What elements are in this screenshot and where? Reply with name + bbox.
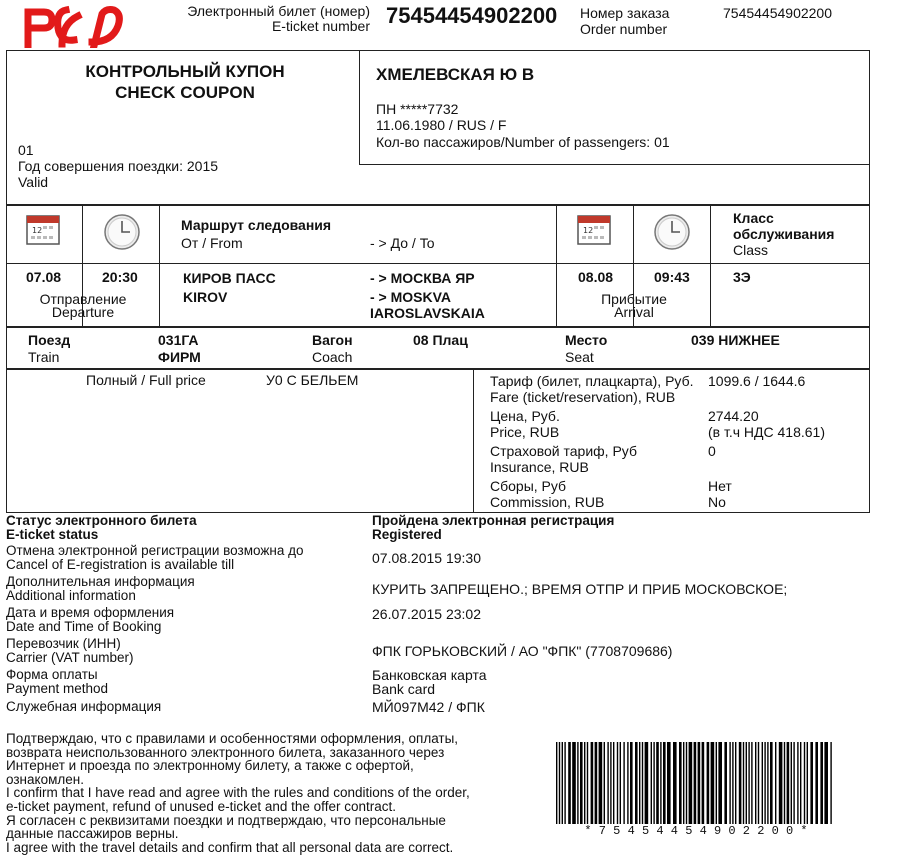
barcode-bar [724, 742, 727, 824]
barcode-bar [653, 742, 654, 824]
calendar-icon [577, 213, 613, 247]
carrier-value: ФПК ГОРЬКОВСКИЙ / АО "ФПК" (7708709686) [372, 643, 673, 659]
barcode-bar [679, 742, 682, 824]
barcode-bar [824, 742, 828, 824]
barcode-bar [787, 742, 790, 824]
carrier-label: Перевозчик (ИНН) Carrier (VAT number) [6, 636, 134, 665]
barcode-bar [735, 742, 736, 824]
barcode-bar [815, 742, 818, 824]
barcode-bar [762, 742, 763, 824]
barcode-bar [748, 742, 749, 824]
barcode-bar [751, 742, 752, 824]
insurance-label: Страховой тариф, Руб Insurance, RUB [490, 443, 637, 475]
barcode-bar [686, 742, 687, 824]
coach-value: 08 Плац [413, 332, 468, 348]
barcode-bar [718, 742, 722, 824]
station-to-en: - > MOSKVA IAROSLAVSKAIA [370, 289, 485, 321]
passenger-document: ПН *****7732 [376, 101, 459, 117]
barcode-bar [642, 742, 643, 824]
barcode-bar [746, 742, 747, 824]
barcode [556, 742, 836, 824]
order-number-label: Номер заказа Order number [580, 5, 670, 37]
eticket-status-value: Пройдена электронная регистрация Registered [372, 513, 615, 542]
seat-label-en: Seat [565, 349, 594, 365]
train-label-en: Train [28, 349, 60, 365]
clock-icon [103, 213, 141, 251]
price-type: Полный / Full price [86, 372, 206, 388]
barcode-bar [595, 742, 598, 824]
calendar-icon [26, 213, 62, 247]
barcode-bar [568, 742, 571, 824]
barcode-bar [739, 742, 742, 824]
route-header-to: - > До / To [370, 235, 435, 251]
commission-value: Нет No [708, 478, 732, 510]
arrival-label: Прибытие Arrival [601, 291, 667, 320]
barcode-bar [599, 742, 603, 824]
barcode-bar [613, 742, 614, 824]
seat-label: Место [565, 332, 608, 348]
ticket-number: 75454454902200 [386, 3, 558, 28]
price-value: 2744.20 (в т.ч НДС 418.61) [708, 408, 825, 440]
barcode-bar [775, 742, 776, 824]
barcode-bar [639, 742, 640, 824]
barcode-bar [617, 742, 618, 824]
barcode-bar [604, 742, 605, 824]
eticket-status-label: Статус электронного билета E-ticket status [6, 513, 197, 542]
service-info-label: Служебная информация [6, 699, 162, 714]
ticket-number-label: Электронный билет (номер) E-ticket number [187, 3, 370, 34]
barcode-bar [784, 742, 785, 824]
payment-method-value: Банковская карта Bank card [372, 667, 487, 697]
barcode-bar [758, 742, 759, 824]
passenger-birth: 11.06.1980 / RUS / F [376, 117, 507, 133]
barcode-bar [627, 742, 628, 824]
route-header-title: Маршрут следования [181, 217, 332, 233]
booking-date-label: Дата и время оформления Date and Time of Booking [6, 605, 175, 634]
barcode-bar [779, 742, 783, 824]
cancel-registration-value: 07.08.2015 19:30 [372, 550, 481, 566]
coupon-title: КОНТРОЛЬНЫЙ КУПОН CHECK COUPON [85, 62, 285, 102]
service-class: У0 С БЕЛЬЕМ [266, 372, 359, 388]
barcode-bar [607, 742, 608, 824]
barcode-bar [797, 742, 798, 824]
tariff-value: 1099.6 / 1644.6 [708, 373, 806, 389]
barcode-bar [623, 742, 624, 824]
tariff-label: Тариф (билет, плацкарта), Руб. Fare (ticket/reservation), RUB [490, 373, 694, 405]
coach-label: Вагон [312, 332, 353, 348]
arrival-time: 09:43 [654, 269, 690, 285]
barcode-bar [651, 742, 652, 824]
barcode-bar [562, 742, 563, 824]
rzd-logo [22, 4, 126, 48]
trip-year: Год совершения поездки: 2015 [18, 158, 219, 174]
barcode-bar [559, 742, 560, 824]
commission-label: Сборы, Руб Commission, RUB [490, 478, 605, 510]
barcode-bar [800, 742, 801, 824]
barcode-bar [729, 742, 730, 824]
barcode-bar [577, 742, 578, 824]
barcode-bar [663, 742, 666, 824]
departure-label: Отправление Departure [39, 291, 127, 320]
seat-value: 039 НИЖНЕЕ [691, 332, 780, 348]
service-info-value: МЙ097М42 / ФПК [372, 699, 485, 715]
barcode-bar [743, 742, 744, 824]
payment-method-label: Форма оплаты Payment method [6, 667, 109, 696]
barcode-bar [584, 742, 585, 824]
barcode-bar [635, 742, 638, 824]
barcode-bar [656, 742, 659, 824]
barcode-bar [830, 742, 831, 824]
barcode-bar [620, 742, 621, 824]
barcode-text: * 7 5 4 5 4 4 5 4 9 0 2 2 0 0 * [584, 824, 808, 838]
clock-icon [653, 213, 691, 251]
station-from-ru: КИРОВ ПАСС [183, 270, 276, 286]
departure-time: 20:30 [102, 269, 138, 285]
barcode-bar [820, 742, 823, 824]
barcode-bar [683, 742, 684, 824]
train-label: Поезд [28, 332, 71, 348]
barcode-bar [645, 742, 649, 824]
barcode-bar [732, 742, 733, 824]
barcode-bar [673, 742, 677, 824]
class-header: Класс обслуживания [733, 210, 835, 242]
barcode-bar [698, 742, 701, 824]
barcode-bar [689, 742, 693, 824]
barcode-bar [767, 742, 768, 824]
barcode-bar [716, 742, 717, 824]
station-to-ru: - > МОСКВА ЯР [370, 270, 475, 286]
barcode-bar [793, 742, 794, 824]
barcode-bar [694, 742, 697, 824]
barcode-bar [564, 742, 565, 824]
barcode-bar [770, 742, 773, 824]
station-from-en: KIROV [183, 289, 228, 305]
additional-info-value: КУРИТЬ ЗАПРЕЩЕНО.; ВРЕМЯ ОТПР И ПРИБ МОСКОВСКОЕ; [372, 581, 788, 597]
passenger-count: Кол-во пассажиров/Number of passengers: 01 [376, 134, 670, 150]
price-label: Цена, Руб. Price, RUB [490, 408, 560, 440]
coach-label-en: Coach [312, 349, 353, 365]
route-header-from: От / From [181, 235, 243, 251]
barcode-bar [591, 742, 594, 824]
barcode-bar [587, 742, 588, 824]
departure-date: 07.08 [26, 269, 62, 285]
barcode-bar [711, 742, 715, 824]
barcode-bar [667, 742, 671, 824]
arrival-date: 08.08 [578, 269, 614, 285]
barcode-bar [556, 742, 557, 824]
barcode-bar [804, 742, 805, 824]
barcode-bar [764, 742, 765, 824]
svg-text:12: 12 [32, 226, 43, 235]
fare-section [6, 369, 870, 513]
cancel-registration-label: Отмена электронной регистрации возможна до Cancel of E-registration is available till [6, 543, 304, 572]
svg-text:12: 12 [583, 226, 594, 235]
booking-date-value: 26.07.2015 23:02 [372, 606, 481, 622]
confirmation-text: Подтверждаю, что с правилами и особенностями оформления, оплаты, возврата неиспользованного электронного билета, заказанного через Интернет и проезда по электронному билету, а также с офертой, ознакомлен. I confirm that I have read and agree with the rules and conditions of the order, e-ticket payment, refund of unused e-ticket and the offer contract. Я согласен с реквизитами поездки и подтверждаю, что персональные данные пассажиров верны. I agree with the travel details and confirm that all personal data are correct. [6, 731, 470, 855]
barcode-bar [707, 742, 710, 824]
barcode-bar [572, 742, 576, 824]
coupon-code: 01 [18, 142, 34, 158]
train-number: 031ГА ФИРМ [158, 332, 201, 365]
barcode-bar [810, 742, 813, 824]
passenger-name: ХМЕЛЕВСКАЯ Ю В [376, 65, 535, 84]
insurance-value: 0 [708, 443, 716, 459]
class-value: 3Э [733, 269, 751, 285]
barcode-bar [580, 742, 583, 824]
ticket-validity: Valid [18, 174, 49, 190]
barcode-bar [755, 742, 756, 824]
barcode-bar [660, 742, 661, 824]
barcode-bar [610, 742, 611, 824]
barcode-bar [702, 742, 705, 824]
order-number: 75454454902200 [723, 5, 833, 21]
barcode-bar [630, 742, 633, 824]
additional-info-label: Дополнительная информация Additional information [6, 574, 195, 603]
barcode-bar [807, 742, 808, 824]
class-header-en: Class [733, 242, 769, 258]
barcode-bar [791, 742, 792, 824]
